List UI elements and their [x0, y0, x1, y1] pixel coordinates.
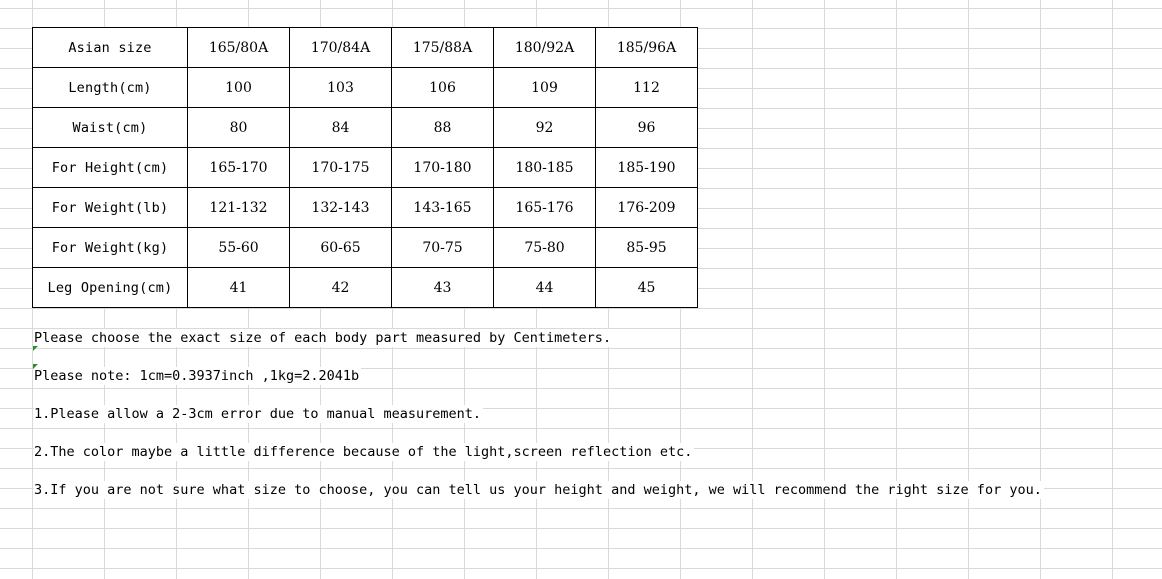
table-cell[interactable]: 165/80A: [188, 28, 290, 68]
cell-comment-flag-icon: [33, 364, 38, 369]
table-cell[interactable]: 112: [596, 68, 698, 108]
row-header[interactable]: Leg Opening(cm): [33, 268, 188, 308]
note-conversion[interactable]: Please note: 1cm=0.3937inch ,1kg=2.2041b: [34, 368, 360, 384]
table-cell[interactable]: 121-132: [188, 188, 290, 228]
table-cell[interactable]: 80: [188, 108, 290, 148]
table-cell[interactable]: 165-170: [188, 148, 290, 188]
row-header[interactable]: Asian size: [33, 28, 188, 68]
note-size-recommendation[interactable]: 3.If you are not sure what size to choose, you can tell us your height and weight, we will recommend the right size for you.: [34, 482, 1042, 498]
table-cell[interactable]: 185-190: [596, 148, 698, 188]
cell-comment-flag-icon: [33, 346, 38, 351]
table-cell[interactable]: 96: [596, 108, 698, 148]
table-cell[interactable]: 41: [188, 268, 290, 308]
table-cell[interactable]: 185/96A: [596, 28, 698, 68]
table-cell[interactable]: 143-165: [392, 188, 494, 228]
table-cell[interactable]: 55-60: [188, 228, 290, 268]
table-cell[interactable]: 88: [392, 108, 494, 148]
table-cell[interactable]: 132-143: [290, 188, 392, 228]
note-error-allowance[interactable]: 1.Please allow a 2-3cm error due to manual measurement.: [34, 406, 482, 422]
row-header[interactable]: Length(cm): [33, 68, 188, 108]
table-cell[interactable]: 100: [188, 68, 290, 108]
table-row: [33, 28, 698, 68]
table-cell[interactable]: 170/84A: [290, 28, 392, 68]
note-color-difference[interactable]: 2.The color maybe a little difference because of the light,screen reflection etc.: [34, 444, 693, 460]
table-cell[interactable]: 170-175: [290, 148, 392, 188]
table-row: [33, 268, 698, 308]
table-cell[interactable]: 176-209: [596, 188, 698, 228]
table-cell[interactable]: 44: [494, 268, 596, 308]
table-row: [33, 108, 698, 148]
table-cell[interactable]: 43: [392, 268, 494, 308]
row-header[interactable]: For Weight(lb): [33, 188, 188, 228]
table-cell[interactable]: 175/88A: [392, 28, 494, 68]
table-cell[interactable]: 75-80: [494, 228, 596, 268]
table-row: [33, 148, 698, 188]
row-header[interactable]: For Height(cm): [33, 148, 188, 188]
table-cell[interactable]: 109: [494, 68, 596, 108]
note-measurement[interactable]: Please choose the exact size of each body part measured by Centimeters.: [34, 330, 612, 346]
table-cell[interactable]: 42: [290, 268, 392, 308]
table-cell[interactable]: 106: [392, 68, 494, 108]
table-cell[interactable]: 45: [596, 268, 698, 308]
table-row: [33, 188, 698, 228]
table-cell[interactable]: 165-176: [494, 188, 596, 228]
row-header[interactable]: For Weight(kg): [33, 228, 188, 268]
table-cell[interactable]: 70-75: [392, 228, 494, 268]
table-cell[interactable]: 92: [494, 108, 596, 148]
table-row: [33, 228, 698, 268]
table-cell[interactable]: 180-185: [494, 148, 596, 188]
table-cell[interactable]: 60-65: [290, 228, 392, 268]
table-cell[interactable]: 103: [290, 68, 392, 108]
row-header[interactable]: Waist(cm): [33, 108, 188, 148]
size-chart-table: [32, 27, 698, 308]
table-cell[interactable]: 180/92A: [494, 28, 596, 68]
table-cell[interactable]: 170-180: [392, 148, 494, 188]
table-cell[interactable]: 84: [290, 108, 392, 148]
table-row: [33, 68, 698, 108]
table-cell[interactable]: 85-95: [596, 228, 698, 268]
